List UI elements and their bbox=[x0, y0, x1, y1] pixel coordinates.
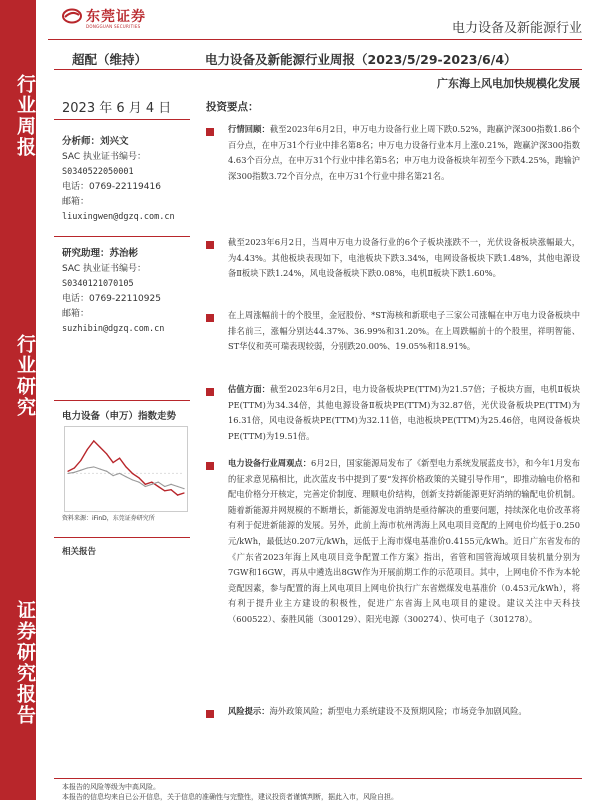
assistant-email-label: 邮箱： bbox=[62, 309, 90, 319]
bullet-icon bbox=[206, 128, 214, 136]
bullet-icon bbox=[206, 314, 214, 322]
chart-point bbox=[177, 495, 178, 496]
related-reports-label: 相关报告 bbox=[62, 547, 97, 557]
chart-point bbox=[67, 471, 68, 472]
sidebar-label-research: 行业研究 bbox=[14, 334, 36, 418]
chart-point bbox=[158, 486, 159, 487]
bullet-icon bbox=[206, 710, 214, 718]
assistant-cert: S0340121070105 bbox=[62, 279, 134, 289]
chart-point bbox=[177, 486, 178, 487]
chart-point bbox=[171, 489, 172, 490]
chart-point bbox=[113, 462, 114, 463]
logo-icon bbox=[62, 8, 82, 24]
chart-point bbox=[67, 473, 68, 474]
analyst-block bbox=[62, 134, 175, 225]
header-section-title: 电力设备及新能源行业 bbox=[451, 21, 582, 36]
chart-point bbox=[138, 477, 139, 478]
point-risk: 风险提示：海外政策风险；新型电力系统建设不及预期风险；市场竞争加剧风险。 bbox=[228, 706, 527, 716]
assistant-role: 研究助理： bbox=[62, 248, 110, 259]
chart-point bbox=[100, 447, 101, 448]
sidebar-label-report: 证券研究报告 bbox=[14, 600, 36, 726]
chart-point bbox=[113, 475, 114, 476]
point-industry-view: 电力设备行业周观点：6月2日，国家能源局发布了《新型电力系统发展蓝皮书》，和今年1月发布的征求意见稿相比，此次蓝皮书中提到了要“发挥价格政策的关键引导作用”，即推动输电价格和配电价格分开核定，完善定价制度、理顺电价结构，创新支持新能源更好消纳的输配电价机制。随着新能源并网规模的不断增长，新能源发电消纳是亟待解决的重要问题，持续深化电价改革将有利于促进新能源的发展。另外，此前上海市杭州湾海上风电项目竞配的上网电价均低于0.250元/kWh，最低达0.207元/kWh，远低于上海市煤电基准价0.4155元/kWh。近日广东省发布的《广东省2023年海上风电项目竞争配置工作方案》指出，省管和国管海域项目装机量分别为7GW和16GW，再从中遴选出8GW作为开展前期工作的示范项目。其中，上网电价不作为本轮竞配因素，参与配置的海上风电项目上网电价执行广东省燃煤发电基准价（0.453元/kWh），将有利于提升业主方建设的积极性，促进广东省海上风电项目的建设。建议关注中天科技（600522）、泰胜风能（300129）、阳光电源（300274）、快可电子（301278）。 bbox=[228, 458, 580, 624]
footer-disclaimer: 本报告的信息均来自已公开信息，关于信息的准确性与完整性，建议投资者谨慎判断，据此入市，风险自担。 bbox=[62, 793, 398, 801]
chart-point bbox=[87, 467, 88, 468]
company-logo bbox=[62, 6, 146, 29]
header-divider bbox=[48, 39, 582, 40]
chart-point bbox=[80, 470, 81, 471]
chart-point bbox=[125, 466, 126, 467]
chart-point bbox=[106, 471, 107, 472]
chart-point bbox=[145, 486, 146, 487]
point-stocks: 在上周涨幅前十的个股里，金冠股份、*ST海核和新联电子三家公司涨幅在申万电力设备板块中排名前三，涨幅分别达44.37%、36.99%和31.20%。在上周跌幅前十的个股里，祥明智能、ST华仪和英可瑞表现较弱，分别跌20.00%、19.05%和18.91%。 bbox=[228, 310, 580, 352]
investment-points-title: 投资要点： bbox=[206, 101, 259, 113]
analyst-cert-label: SAC 执业证书编号： bbox=[62, 152, 147, 162]
analyst-email-label: 邮箱： bbox=[62, 197, 90, 207]
assistant-phone: 电话：0769-22110925 bbox=[62, 294, 161, 304]
chart-point bbox=[100, 468, 101, 469]
chart-point bbox=[106, 453, 107, 454]
logo-subtext: DONGGUAN SECURITIES bbox=[86, 24, 141, 29]
left-divider bbox=[54, 400, 190, 401]
chart-point bbox=[164, 490, 165, 491]
chart-point bbox=[183, 492, 184, 493]
chart-point bbox=[93, 440, 94, 441]
chart-series-line-1 bbox=[68, 467, 184, 489]
chart-point bbox=[138, 482, 139, 483]
chart-point bbox=[93, 466, 94, 467]
chart-title: 电力设备（申万）指数走势 bbox=[62, 411, 177, 422]
assistant-cert-label: SAC 执业证书编号： bbox=[62, 264, 147, 274]
chart-point bbox=[183, 488, 184, 489]
chart-point bbox=[145, 484, 146, 485]
report-date: 2023 年 6 月 4 日 bbox=[62, 101, 172, 116]
bullet-icon bbox=[206, 241, 214, 249]
assistant-name: 苏治彬 bbox=[109, 248, 139, 259]
chart-point bbox=[164, 486, 165, 487]
left-divider bbox=[54, 119, 190, 120]
analyst-name: 刘兴文 bbox=[100, 136, 129, 147]
assistant-block bbox=[62, 246, 164, 337]
point-valuation: 估值方面：截至2023年6月2日，电力设备板块PE(TTM)为21.57倍；子板块方面，电机Ⅱ板块PE(TTM)为34.34倍，其他电源设备Ⅱ板块PE(TTM)为32.87倍，光伏设备板块PE(TTM)为16.31倍，风电设备板块PE(TTM)为32.11倍，电池板块PE(TTM)为25.46倍，电网设备板块PE(TTM)为19.51倍。 bbox=[228, 384, 580, 441]
point-subsector: 截至2023年6月2日，当周申万电力设备行业的6个子板块涨跌不一，光伏设备板块涨幅最大，为4.43%。其他板块表现如下，电池板块下跌3.34%，电网设备板块下跌1.48%，其他电源设备Ⅱ板块下跌1.24%，风电设备板块下跌0.08%，电机Ⅱ板块下跌1.60%。 bbox=[228, 237, 580, 279]
chart-point bbox=[151, 482, 152, 483]
logo-text: 东莞证券 bbox=[86, 9, 146, 25]
analyst-phone: 电话：0769-22119416 bbox=[62, 182, 161, 192]
report-title: 电力设备及新能源行业周报（2023/5/29-2023/6/4） bbox=[205, 52, 517, 67]
chart-point bbox=[80, 460, 81, 461]
footer-divider bbox=[54, 778, 582, 779]
assistant-email[interactable]: suzhibin@dgzq.com.cn bbox=[62, 324, 165, 334]
chart-point bbox=[158, 482, 159, 483]
chart-point bbox=[125, 476, 126, 477]
analyst-role: 分析师： bbox=[62, 136, 101, 147]
rating: 超配（维持） bbox=[72, 52, 148, 67]
chart-point bbox=[151, 484, 152, 485]
chart-point bbox=[119, 473, 120, 474]
title-divider bbox=[54, 69, 582, 70]
index-trend-chart bbox=[64, 426, 188, 512]
report-subtitle: 广东海上风电加快规模化发展 bbox=[437, 77, 580, 90]
analyst-cert: S0340522050001 bbox=[62, 167, 134, 177]
footer-risk-level: 本报告的风险等级为中高风险。 bbox=[62, 783, 160, 791]
chart-point bbox=[171, 484, 172, 485]
analyst-email[interactable]: liuxingwen@dgzq.com.cn bbox=[62, 212, 175, 222]
chart-point bbox=[132, 479, 133, 480]
left-divider bbox=[54, 236, 190, 237]
left-divider bbox=[54, 537, 190, 538]
bullet-icon bbox=[206, 388, 214, 396]
chart-point bbox=[87, 449, 88, 450]
sidebar-label-weekly: 行业周报 bbox=[14, 74, 36, 158]
chart-point bbox=[119, 458, 120, 459]
bullet-icon bbox=[206, 462, 214, 470]
chart-series-line-0 bbox=[68, 441, 184, 495]
chart-source: 资料来源：iFinD，东莞证券研究所 bbox=[62, 515, 155, 522]
chart-point bbox=[132, 473, 133, 474]
point-market-review: 行情回顾：截至2023年6月2日，申万电力设备行业上周下跌0.52%，跑赢沪深300指数1.86个百分点，在申万31个行业中排名第8名；申万电力设备行业本月上涨0.21%，跑赢沪深300指数4.63个百分点，在申万31个行业中排名第5名；申万电力设备板块年初至今下跌4.25%，跑输沪深300指数3.72个百分点，在申万31个行业中排名第21名。 bbox=[228, 124, 580, 181]
chart-point bbox=[74, 472, 75, 473]
chart-point bbox=[74, 467, 75, 468]
